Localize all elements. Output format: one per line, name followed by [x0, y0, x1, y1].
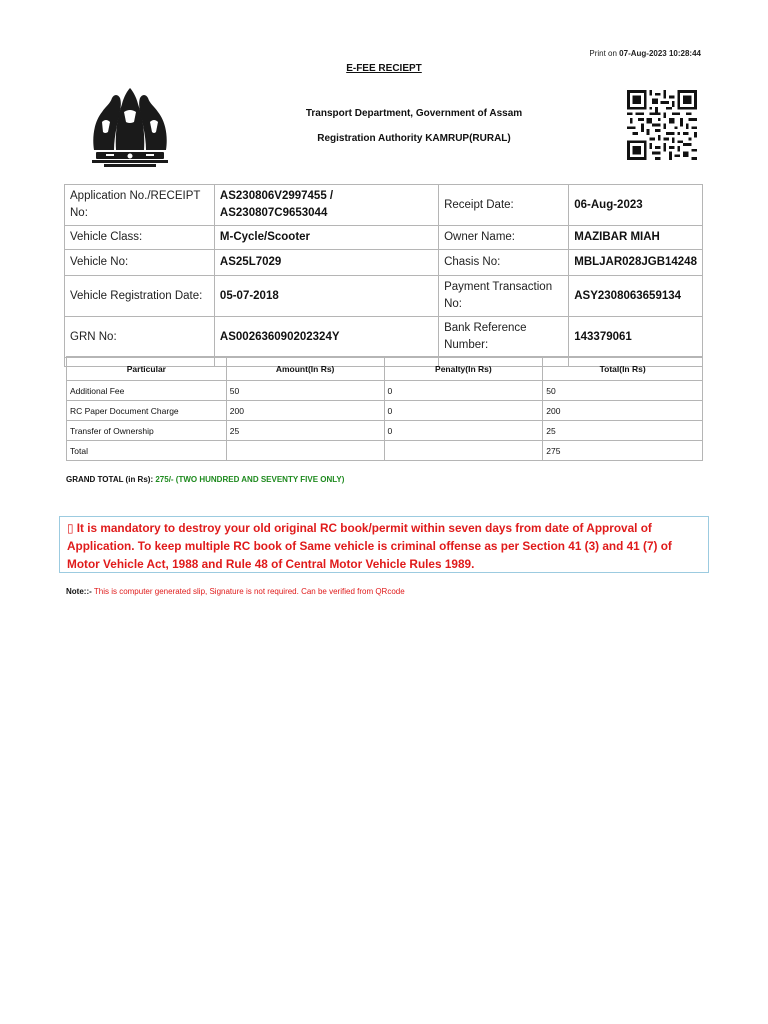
column-header: Particular — [67, 357, 227, 381]
note-text: This is computer generated slip, Signature is not required. Can be verified from QRcode — [93, 587, 405, 596]
note-label: Note::- — [66, 587, 92, 596]
table-row — [67, 421, 703, 441]
fee-header-row — [67, 357, 703, 381]
fee-table — [66, 356, 703, 461]
detail-label: Chasis No: — [439, 250, 569, 276]
fee-amount: 200 — [226, 401, 384, 421]
vehicle-no: AS25L7029 — [214, 250, 438, 276]
detail-label: Owner Name: — [439, 226, 569, 250]
details-row — [65, 226, 703, 250]
details-row — [65, 317, 703, 358]
column-header: Penalty(In Rs) — [384, 357, 543, 381]
fee-total: 25 — [543, 421, 703, 441]
payment-transaction-no: ASY2308063659134 — [569, 276, 703, 317]
fee-particular: Transfer of Ownership — [67, 421, 227, 441]
registration-authority: Registration Authority KAMRUP(RURAL) — [317, 133, 511, 144]
fee-total: 200 — [543, 401, 703, 421]
table-row — [67, 401, 703, 421]
details-row — [65, 250, 703, 276]
qr-code-icon — [627, 90, 697, 160]
fee-penalty: 0 — [384, 421, 543, 441]
table-row — [67, 381, 703, 401]
receipt-date: 06-Aug-2023 — [569, 185, 703, 226]
footer-note — [66, 587, 405, 596]
details-row — [65, 276, 703, 317]
print-datetime: 07-Aug-2023 10:28:44 — [619, 49, 701, 58]
fee-total: 275 — [543, 441, 703, 461]
vehicle-class: M-Cycle/Scooter — [214, 226, 438, 250]
department-name: Transport Department, Government of Assam — [305, 108, 523, 119]
rc-destroy-notice — [59, 516, 709, 573]
fee-particular: Additional Fee — [67, 381, 227, 401]
national-emblem-icon — [84, 82, 176, 170]
grand-total — [66, 475, 344, 484]
print-timestamp — [589, 49, 701, 58]
fee-total: 50 — [543, 381, 703, 401]
grand-total-label: GRAND TOTAL (in Rs): — [66, 475, 154, 484]
column-header: Amount(In Rs) — [226, 357, 384, 381]
detail-label: Vehicle Registration Date: — [65, 276, 215, 317]
grn-no: AS002636090202324Y — [214, 317, 438, 358]
detail-label: Vehicle No: — [65, 250, 215, 276]
receipt-title-text: E-FEE RECIEPT — [346, 63, 422, 74]
vehicle-registration-date: 05-07-2018 — [214, 276, 438, 317]
fee-penalty: 0 — [384, 401, 543, 421]
table-row-total — [67, 441, 703, 461]
receipt-title — [0, 63, 768, 74]
chasis-no: MBLJAR028JGB14248 — [569, 250, 703, 276]
fee-particular: RC Paper Document Charge — [67, 401, 227, 421]
vehicle-details-table — [64, 184, 703, 367]
print-label: Print on — [589, 49, 617, 58]
notice-text: It is mandatory to destroy your old original RC book/permit within seven days from date of Approval of Application. To keep multiple RC book of Same vehicle is criminal offense as per Section 41 (3) and 41 (7) of Motor Vehicle Act, 1988 and Rule 48 of Central Motor Vehicle Rules 1989. — [67, 521, 672, 571]
fee-particular: Total — [67, 441, 227, 461]
grand-total-value: 275/- (TWO HUNDRED AND SEVENTY FIVE ONLY) — [155, 475, 345, 484]
fee-amount: 50 — [226, 381, 384, 401]
owner-name: MAZIBAR MIAH — [569, 226, 703, 250]
column-header: Total(In Rs) — [543, 357, 703, 381]
fee-amount: 25 — [226, 421, 384, 441]
detail-label: GRN No: — [65, 317, 215, 358]
detail-label: Payment Transaction No: — [439, 276, 569, 317]
fee-penalty: 0 — [384, 381, 543, 401]
fee-amount — [226, 441, 384, 461]
detail-label: Bank Reference Number: — [439, 317, 569, 358]
detail-label: Receipt Date: — [439, 185, 569, 226]
bank-reference-number: 143379061 — [569, 317, 703, 358]
notice-glyph-icon: ▯ — [67, 521, 74, 535]
details-row — [65, 185, 703, 226]
detail-label: Application No./RECEIPT No: — [65, 185, 215, 226]
detail-label: Vehicle Class: — [65, 226, 215, 250]
application-receipt-no: AS230806V2997455 / AS230807C9653044 — [214, 185, 438, 226]
fee-penalty — [384, 441, 543, 461]
